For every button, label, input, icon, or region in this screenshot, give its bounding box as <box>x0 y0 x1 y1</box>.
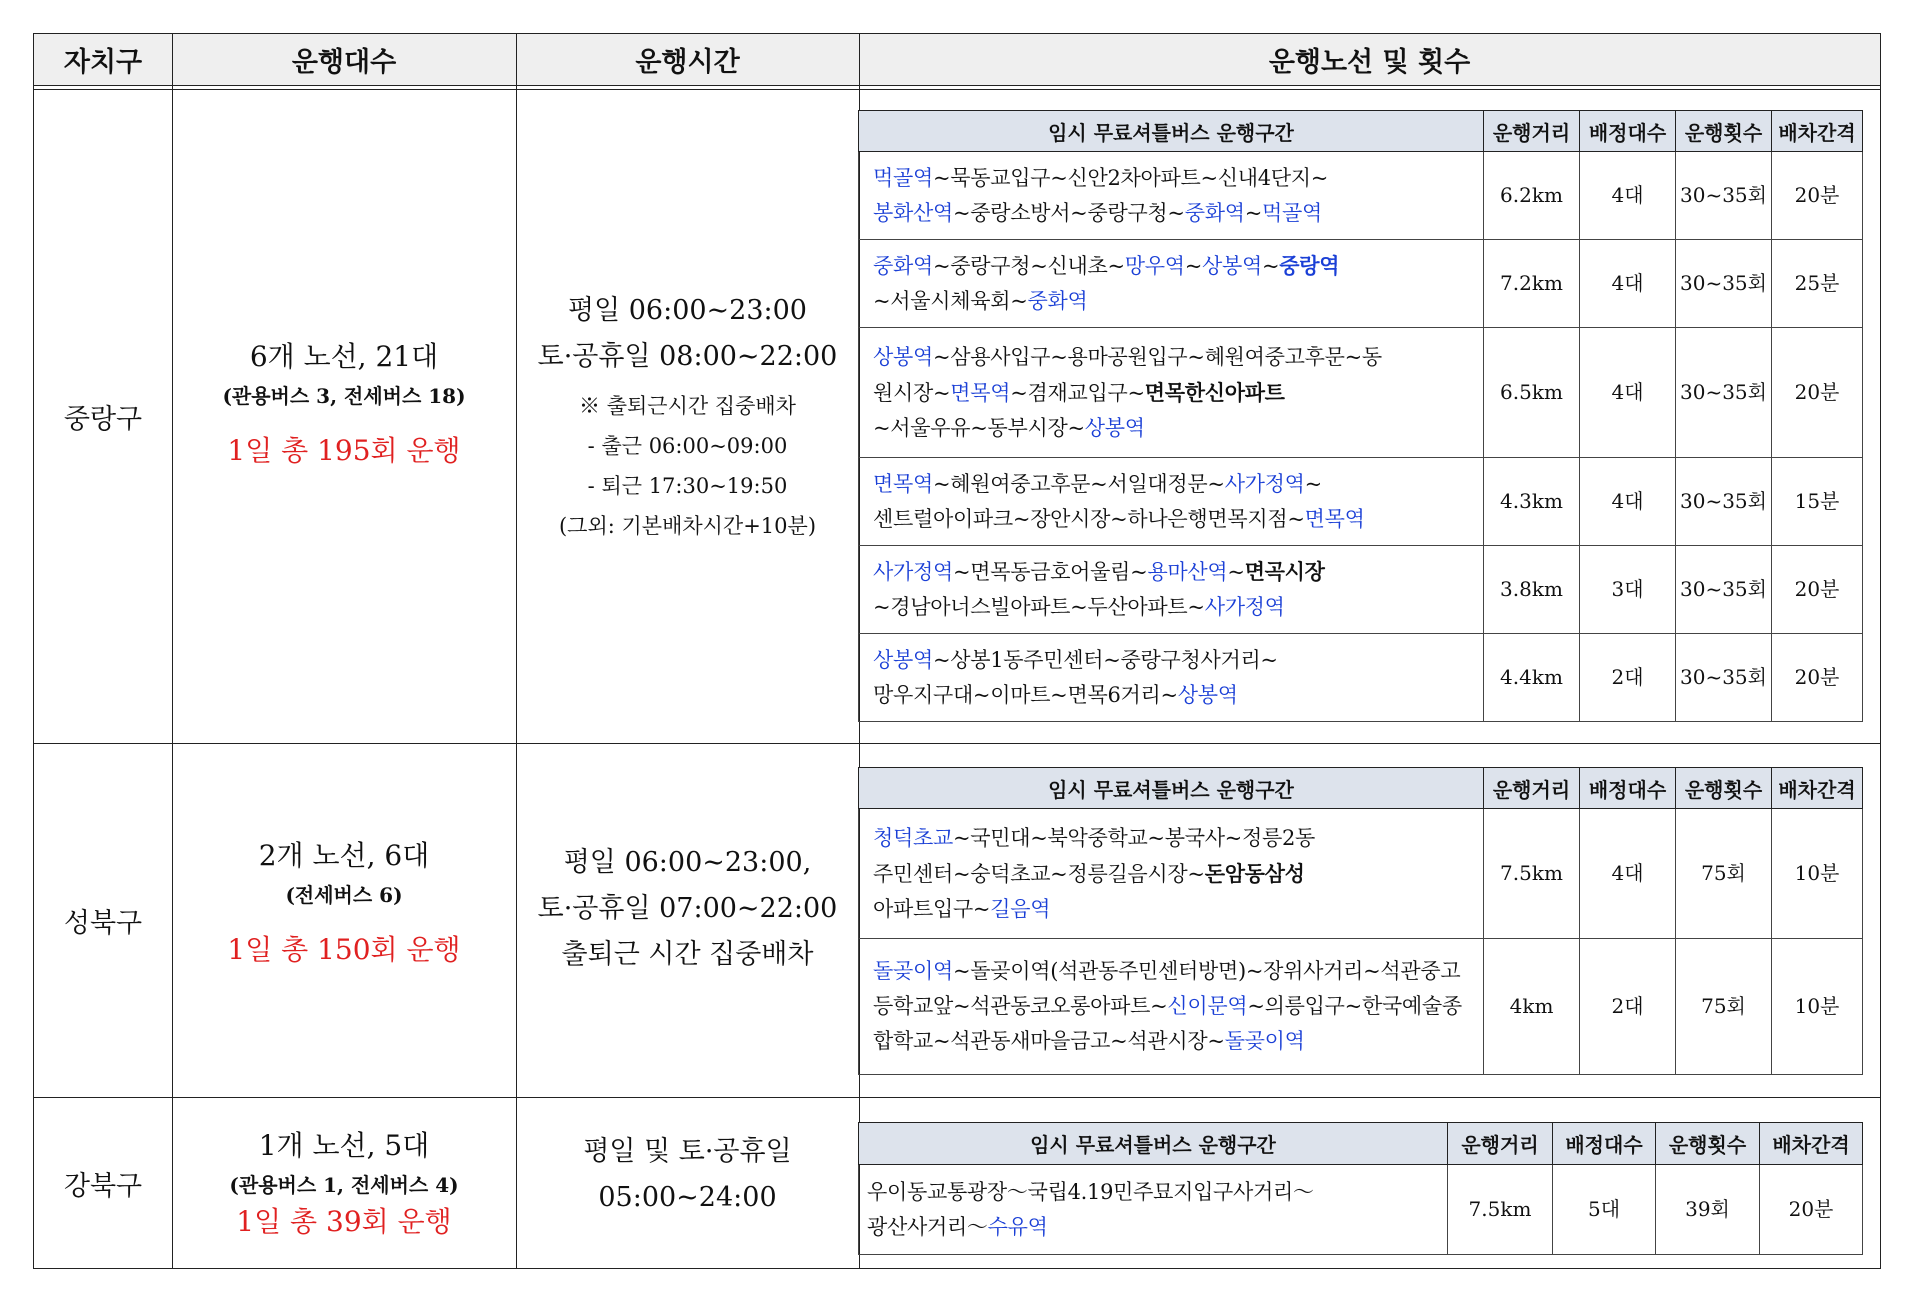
route-table-jungnang <box>858 110 1863 722</box>
col-distance: 운행거리 <box>1448 1123 1553 1165</box>
interval: 25분 <box>1772 240 1863 328</box>
bus-count-cell <box>172 744 516 1097</box>
interval: 20분 <box>1772 152 1863 240</box>
operating-hours-cell <box>516 744 859 1097</box>
assigned-buses: 4대 <box>1580 328 1676 458</box>
rush-hour-note: 출퇴근 시간 집중배차 <box>561 938 814 970</box>
run-count: 30~35회 <box>1676 634 1772 722</box>
table-row <box>859 152 1863 240</box>
assigned-buses: 2대 <box>1580 634 1676 722</box>
run-count: 30~35회 <box>1676 328 1772 458</box>
assigned-buses: 4대 <box>1580 152 1676 240</box>
distance: 6.5km <box>1484 328 1580 458</box>
run-count: 30~35회 <box>1676 546 1772 634</box>
col-runs: 운행횟수 <box>1676 111 1772 152</box>
operating-hours-cell <box>516 1098 859 1268</box>
bus-type-detail: (관용버스 3, 전세버스 18) <box>222 383 466 408</box>
header-operating-hours: 운행시간 <box>635 47 740 78</box>
interval: 20분 <box>1772 328 1863 458</box>
interval: 10분 <box>1772 809 1863 939</box>
table-row <box>859 328 1863 458</box>
route-path: 상봉역~상봉1동주민센터~중랑구청사거리~ 망우지구대~이마트~면목6거리~상봉역 <box>859 634 1484 722</box>
assigned-buses: 4대 <box>1580 809 1676 939</box>
bus-type-detail: (관용버스 1, 전세버스 4) <box>229 1173 459 1197</box>
route-path: 청덕초교~국민대~북악중학교~봉국사~정릉2동 주민센터~숭덕초교~정릉길음시장~돈암동삼성 아파트입구~길음역 <box>859 809 1484 939</box>
assigned-buses: 4대 <box>1580 240 1676 328</box>
col-route: 임시 무료셔틀버스 운행구간 <box>859 1123 1448 1165</box>
route-table-gangbuk <box>858 1122 1863 1255</box>
shuttle-bus-table <box>33 33 1881 1269</box>
table-row <box>859 240 1863 328</box>
holiday-hours: 토·공휴일 08:00∼22:00 <box>537 340 838 372</box>
table-row <box>859 809 1863 939</box>
district-name: 강북구 <box>63 1170 143 1202</box>
daily-total-runs: 1일 총 39회 운행 <box>236 1205 452 1238</box>
run-count: 39회 <box>1656 1165 1760 1255</box>
district-name: 중랑구 <box>63 404 143 435</box>
route-path: 돌곶이역~돌곶이역(석관동주민센터방면)~장위사거리~석관중고 등학교앞~석관동코오롱아파트~신이문역~의릉입구~한국예술종 합학교~석관동새마을금고~석관시장~돌곶이역 <box>859 939 1484 1075</box>
distance: 4.3km <box>1484 458 1580 546</box>
daily-total-runs: 1일 총 195회 운행 <box>227 433 461 467</box>
table-row <box>859 634 1863 722</box>
route-table-seongbuk <box>858 767 1863 1075</box>
col-runs: 운행횟수 <box>1656 1123 1760 1165</box>
col-buses: 배정대수 <box>1580 768 1676 809</box>
holiday-hours: 토·공휴일 07:00∼22:00 <box>537 892 838 924</box>
header-bus-count: 운행대수 <box>291 47 397 78</box>
distance: 6.2km <box>1484 152 1580 240</box>
distance: 7.5km <box>1448 1165 1553 1255</box>
table-row <box>859 546 1863 634</box>
run-count: 30~35회 <box>1676 458 1772 546</box>
route-path: 면목역~혜원여중고후문~서일대정문~사가정역~ 센트럴아이파크~장안시장~하나은행면목지점~면목역 <box>859 458 1484 546</box>
col-interval: 배차간격 <box>1760 1123 1863 1165</box>
interval: 20분 <box>1772 634 1863 722</box>
daily-total-runs: 1일 총 150회 운행 <box>227 932 461 966</box>
interval: 20분 <box>1760 1165 1863 1255</box>
weekday-hours: 평일 06:00∼23:00, <box>563 846 812 878</box>
col-distance: 운행거리 <box>1484 111 1580 152</box>
route-path: 먹골역~묵동교입구~신안2차아파트~신내4단지~ 봉화산역~중랑소방서~중랑구청~중화역~먹골역 <box>859 152 1484 240</box>
col-interval: 배차간격 <box>1772 111 1863 152</box>
evening-rush: - 퇴근 17:30~19:50 <box>587 473 788 498</box>
run-count: 30~35회 <box>1676 152 1772 240</box>
route-path: 사가정역~면목동금호어울림~용마산역~면곡시장 ~경남아너스빌아파트~두산아파트~사가정역 <box>859 546 1484 634</box>
table-row <box>859 939 1863 1075</box>
col-route: 임시 무료셔틀버스 운행구간 <box>859 111 1484 152</box>
distance: 4.4km <box>1484 634 1580 722</box>
assigned-buses: 2대 <box>1580 939 1676 1075</box>
route-path: 우이동교통광장～국립4.19민주묘지입구사거리～ 광산사거리～수유역 <box>859 1165 1448 1255</box>
interval: 15분 <box>1772 458 1863 546</box>
run-count: 75회 <box>1676 809 1772 939</box>
operating-days: 평일 및 토·공휴일 <box>583 1136 792 1167</box>
col-interval: 배차간격 <box>1772 768 1863 809</box>
assigned-buses: 4대 <box>1580 458 1676 546</box>
run-count: 30~35회 <box>1676 240 1772 328</box>
header-routes: 운행노선 및 횟수 <box>1268 47 1471 78</box>
col-runs: 운행횟수 <box>1676 768 1772 809</box>
col-buses: 배정대수 <box>1553 1123 1656 1165</box>
route-path: 중화역~중랑구청~신내초~망우역~상봉역~중랑역 ~서울시체육회~중화역 <box>859 240 1484 328</box>
morning-rush: - 출근 06:00~09:00 <box>587 433 788 458</box>
route-bus-count: 2개 노선, 6대 <box>258 838 430 872</box>
rush-hour-note: ※ 출퇴근시간 집중배차 <box>579 393 796 418</box>
header-district: 자치구 <box>63 47 143 78</box>
table-row <box>859 1165 1863 1255</box>
col-distance: 운행거리 <box>1484 768 1580 809</box>
distance: 7.5km <box>1484 809 1580 939</box>
bus-count-cell <box>172 1098 516 1268</box>
assigned-buses: 5대 <box>1553 1165 1656 1255</box>
operating-hours: 05:00~24:00 <box>598 1182 777 1213</box>
district-name: 성북구 <box>63 908 143 939</box>
route-path: 상봉역~삼용사입구~용마공원입구~혜원여중고후문~동 원시장~면목역~겸재교입구~면목한신아파트 ~서울우유~동부시장~상봉역 <box>859 328 1484 458</box>
assigned-buses: 3대 <box>1580 546 1676 634</box>
weekday-hours: 평일 06:00∼23:00 <box>568 294 807 326</box>
route-bus-count: 1개 노선, 5대 <box>258 1129 430 1162</box>
bus-type-detail: (전세버스 6) <box>285 882 403 907</box>
col-route: 임시 무료셔틀버스 운행구간 <box>859 768 1484 809</box>
run-count: 75회 <box>1676 939 1772 1075</box>
bus-count-cell <box>172 90 516 743</box>
table-row <box>859 458 1863 546</box>
route-bus-count: 6개 노선, 21대 <box>249 339 439 373</box>
distance: 4km <box>1484 939 1580 1075</box>
distance: 7.2km <box>1484 240 1580 328</box>
operating-hours-cell <box>516 90 859 743</box>
distance: 3.8km <box>1484 546 1580 634</box>
interval: 10분 <box>1772 939 1863 1075</box>
other-hours-note: (그외: 기본배차시간+10분) <box>558 513 817 538</box>
interval: 20분 <box>1772 546 1863 634</box>
col-buses: 배정대수 <box>1580 111 1676 152</box>
